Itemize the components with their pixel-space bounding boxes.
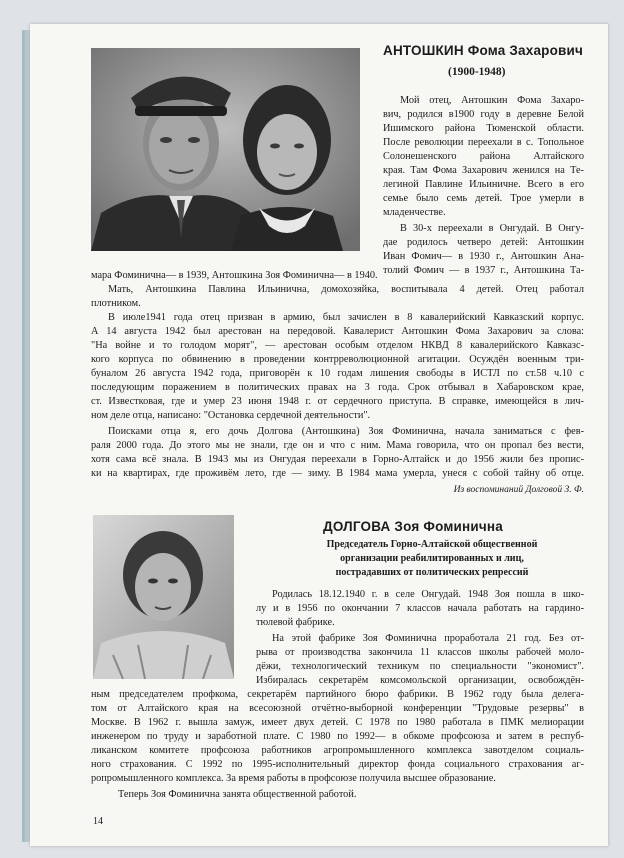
article2-line: Теперь Зоя Фоминична занята общественной работой. — [118, 789, 357, 800]
article1-line: плотником. — [91, 298, 141, 309]
article1-line: хотя сама всё знала. В 1943 мы из Онгудая переехали в Горно-Алтайск и до 1956 жили без пропис- — [91, 454, 584, 465]
article1-line: ст. Известковая, где и умер 23 июня 1948 г. от сердечного приступа. В справке, имеющейся в лич- — [91, 396, 584, 407]
article2-subtitle-line: организации реабилитированных и лиц, — [340, 553, 524, 564]
article2-line: Избиралась секретарём комсомольской организации, освобождён- — [256, 675, 584, 686]
portrait-photo-couple — [91, 48, 360, 251]
article1-line: Солонешенского района Алтайского — [383, 151, 584, 162]
portrait-photo-woman — [93, 515, 234, 679]
article1-line: Иван Фомич— в 1930 г., Антошкин Ана- — [383, 251, 584, 262]
page-number: 14 — [93, 816, 103, 827]
article1-line: края. Там Фома Захарович женился на Те- — [383, 165, 584, 176]
article1-line: раля 2000 года. До этого мы не знали, где он и что с ним. Мама говорила, что он пропал без вести, — [91, 440, 584, 451]
article1-line: Мать, Антошкина Павлина Ильинична, домохозяйка, воспитывала 4 детей. Отец работал — [108, 284, 584, 295]
article2-name-heading: ДОЛГОВА Зоя Фоминична — [323, 519, 503, 534]
portrait-couple-image — [91, 48, 360, 251]
portrait-woman-image — [93, 515, 234, 679]
article2-line: том от Алтайского края на всесоюзной отчётно-выборной конференции "Трудовые резервы" в — [91, 703, 584, 714]
article1-line: вич, родился в1900 году в деревне Белой — [383, 109, 584, 120]
article1-line: мара Фоминична— в 1939, Антошкина Зоя Фоминична— в 1940. — [91, 270, 378, 281]
article1-line: А 14 августа 1942 был арестован на передовой. Кавалерист Антошкин Фома Захарович за слова: — [91, 326, 584, 337]
article1-line: семье было семь детей. Трое умерли в — [383, 193, 584, 204]
article1-line: После революции переехали в с. Топольное — [383, 137, 584, 148]
article2-line: ропромышленного комплекса. За время работы в профсоюзе получила высшее образование. — [91, 773, 496, 784]
article1-line: легиной Павлине Ильиничне. Всего в его — [383, 179, 584, 190]
article1-line: Поисками отца я, его дочь Долгова (Антошкина) Зоя Фоминична, начала заниматься с фев- — [108, 426, 584, 437]
article2-line: ликанском комитете профсоюза работников агропромышленного комплекса завотделом социаль- — [91, 745, 584, 756]
article1-line: Мой отец, Антошкин Фома Захаро- — [400, 95, 584, 106]
article1-line: толий Фомич — в 1937 г., Антошкина Та- — [383, 265, 584, 276]
article2-line: На этой фабрике Зоя Фоминична проработала 21 год. Без от- — [272, 633, 584, 644]
article2-subtitle-line: пострадавших от политических репрессий — [335, 567, 529, 578]
article2-line: лу и в 1956 по окончании 7 классов начала работать на гардино- — [256, 603, 584, 614]
article2-line: рыва от производства закончила 11 классов школы рабочей моло- — [256, 647, 584, 658]
article1-line: буналом 26 августа 1942 года, приговорён к 10 годам лишения свободы в ИСТЛ по ст.58 ч.10 с — [91, 368, 584, 379]
article2-subtitle-line: Председатель Горно-Алтайской общественной — [326, 539, 538, 550]
article1-name-heading: АНТОШКИН Фома Захарович — [383, 43, 584, 58]
article1-line: дае родилось четверо детей: Антошкин — [383, 237, 584, 248]
article1-line: младенчестве. — [383, 207, 446, 218]
article2-line: ным председателем профкома, секретарём партийного бюро фабрики. В 1962 году была делега- — [91, 689, 584, 700]
article1-line: Ишимского района Тюменской области. — [383, 123, 584, 134]
article2-line: тюлевой фабрике. — [256, 617, 335, 628]
article1-line: ки на квартирах, где проживём лето, где — зиму. В 1984 мама умерла, унеся с собой тайну об отце. — [91, 468, 584, 479]
article1-citation: Из воспоминаний Долговой З. Ф. — [453, 485, 584, 495]
article2-line: Родилась 18.12.1940 г. в селе Онгудай. 1948 Зоя пошла в шко- — [272, 589, 584, 600]
article2-line: инженером по труду и заработной плате. С 1980 по 1992— в обкоме профсоюза и затем в респуб- — [91, 731, 584, 742]
article1-line: последующим поражением в политических правах на 3 года. Срок отбывал в Хабаровском крае, — [91, 382, 584, 393]
article1-line: В 30-х переехали в Онгудай. В Онгу- — [400, 223, 584, 234]
article1-line: "На войне и то голодом морят", — арестован особым отделом НКВД 8 кавалерийского Кавказс- — [91, 340, 584, 351]
article1-line: В июле1941 года отец призван в армию, был зачислен в 8 кавалерийский Кавказский корпус. — [108, 312, 584, 323]
article1-years: (1900-1948) — [448, 66, 506, 78]
article2-line: ного страхования. С 1992 по 1995-исполнительный директор фонда социального страхования аг- — [91, 759, 584, 770]
article1-line: кого корпуса по обвинению в проведении контрреволюционной агитации. Осуждён военным три- — [91, 354, 584, 365]
article1-line: ном деле отца, написано: "Остановка сердечной деятельности". — [91, 410, 371, 421]
article2-line: дёжи, технологический техникум по специальности "экономист". — [256, 661, 584, 672]
article2-line: Москве. В 1962 г. вышла замуж, имеет двух детей. С 1978 по 1980 работала в ПМК мелиорации — [91, 717, 584, 728]
